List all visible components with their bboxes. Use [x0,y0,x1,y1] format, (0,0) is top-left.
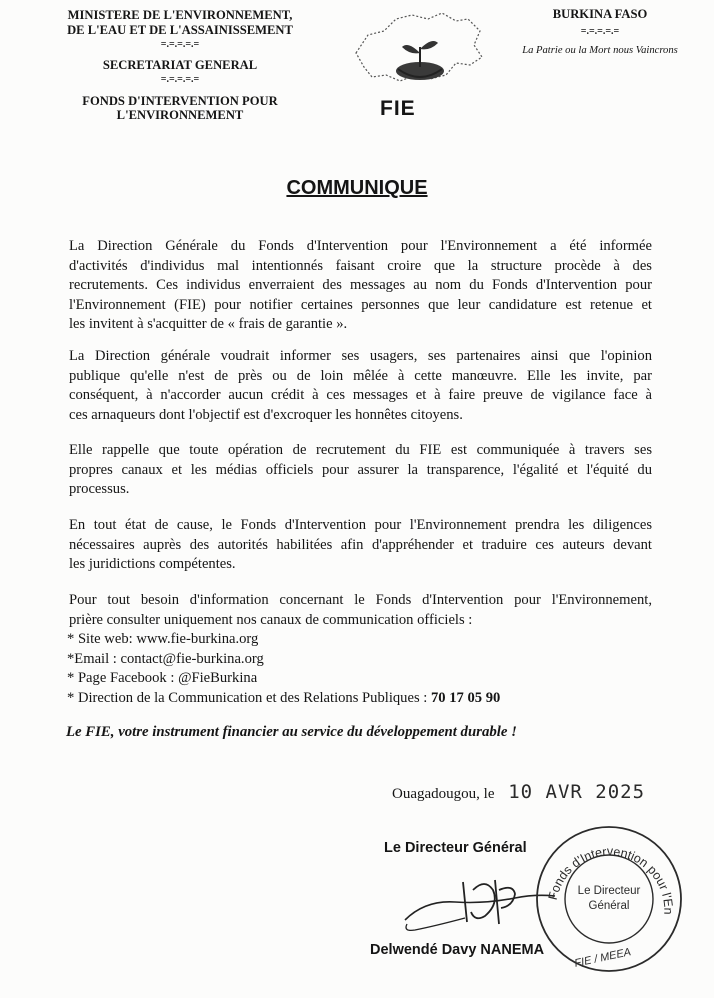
direction-label: * Direction de la Communication et des Relations Publiques : [67,689,431,706]
slogan: Le FIE, votre instrument financier au service du développement durable ! [66,724,517,740]
fund-name-line1: FONDS D'INTERVENTION POUR [82,93,278,108]
website-label: * Site web: [67,631,137,647]
logo-text: FIE [380,97,416,120]
stamp-outer-text: Fonds d'Intervention pour l'En [545,844,676,915]
text-line: En tout état de cause, le Fonds d'Intervention pour l'Environnement prendra les diligences [69,517,652,533]
stamp-center [534,884,684,914]
paragraph-1 [69,237,652,335]
email-label: *Email : [67,650,121,667]
text-line: Pour tout besoin d'information concernant le Fonds d'Intervention pour l'Environnement, [69,592,652,608]
text-line: les juridictions compétentes. [69,556,236,572]
text-line: nécessaires auprès des autorités habilitées afin d'appréhender et traduire ces auteurs devant [69,536,652,553]
stamp-bottom-text: FIE / MEEA [573,946,633,970]
direction-phone: 70 17 05 90 [430,689,501,706]
national-motto: La Patrie ou la Mort nous Vaincrons [522,45,678,56]
ministry-header [0,8,360,123]
date-stamp: 10 AVR 2025 [508,781,646,803]
text-line: propres canaux et les médias officiels pour assurer la transparence, l'égalité et l'équité du [69,461,652,478]
burkina-map-seedling-logo-icon [334,5,494,95]
website-link[interactable]: www.fie-burkina.org [136,631,259,647]
text-line: ces arnaqueurs dont l'objectif est d'excroquer les honnêtes citoyens. [69,406,463,423]
country-header [500,7,700,56]
contact-email [67,650,650,670]
contact-direction [67,689,650,709]
secretariat-general: SECRETARIAT GENERAL [102,57,258,72]
paragraph-5 [69,591,652,630]
paragraph-2 [69,347,652,425]
text-line: recrutements. Ces individus enverraient des messages au nom du Fonds d'Intervention pour [69,277,652,293]
paragraph-4 [69,516,652,575]
official-stamp [534,824,684,974]
text-line: La Direction générale voudrait informer ses usagers, ses partenaires ainsi que l'opinion [69,348,652,364]
paragraph-3 [69,441,652,500]
fie-logo [334,5,494,123]
facebook-label: * Page Facebook : [67,670,179,686]
page-title: COMMUNIQUE [286,177,428,199]
stamp-center-line1: Le Directeur [577,885,641,897]
text-line: conséquent, à n'accorder aucun crédit à ces messages et à faire preuve de vigilance face à [69,387,652,403]
facebook-link[interactable]: @FieBurkina [178,670,258,686]
ministry-name-line2: DE L'EAU ET DE L'ASSAINISSEMENT [67,22,293,37]
date-place: Ouagadougou, le [392,786,495,802]
fund-name-line2: L'ENVIRONNEMENT [116,108,244,122]
text-line: l'Environnement (FIE) pour notifier certaines personnes que leur candidature est retenue et [69,296,652,313]
signatory-role: Le Directeur Général [384,840,527,856]
date-line [392,781,645,803]
header-separator: =.=.=.=.= [160,39,200,50]
stamp-center-line2: Général [588,900,630,912]
text-line: La Direction Générale du Fonds d'Intervention pour l'Environnement a été informée [69,238,652,254]
text-line: publique qu'elle n'est de près ou de loin mêlée à cette manœuvre. Elle les invite, par [69,367,652,384]
email-link[interactable]: contact@fie-burkina.org [120,650,264,667]
signatory-name: Delwendé Davy NANEMA [370,942,545,958]
header-separator: =.=.=.=.= [160,74,200,85]
country-name: BURKINA FASO [552,7,648,21]
text-line: Elle rappelle que toute opération de recrutement du FIE est communiquée à travers ses [69,442,652,458]
contact-facebook [67,669,650,689]
country-separator: =.=.=.=.= [580,26,620,37]
contact-list [67,630,650,708]
contact-website [67,630,650,650]
ministry-name-line1: MINISTERE DE L'ENVIRONNEMENT, [67,8,293,22]
text-line: processus. [69,481,130,497]
text-line: les invitent à s'acquitter de « frais de garantie ». [69,316,348,332]
text-line: prière consulter uniquement nos canaux de communication officiels : [69,611,473,628]
text-line: d'activités d'individus mal intentionnés faisant croire que la structure procède à des [69,257,652,274]
